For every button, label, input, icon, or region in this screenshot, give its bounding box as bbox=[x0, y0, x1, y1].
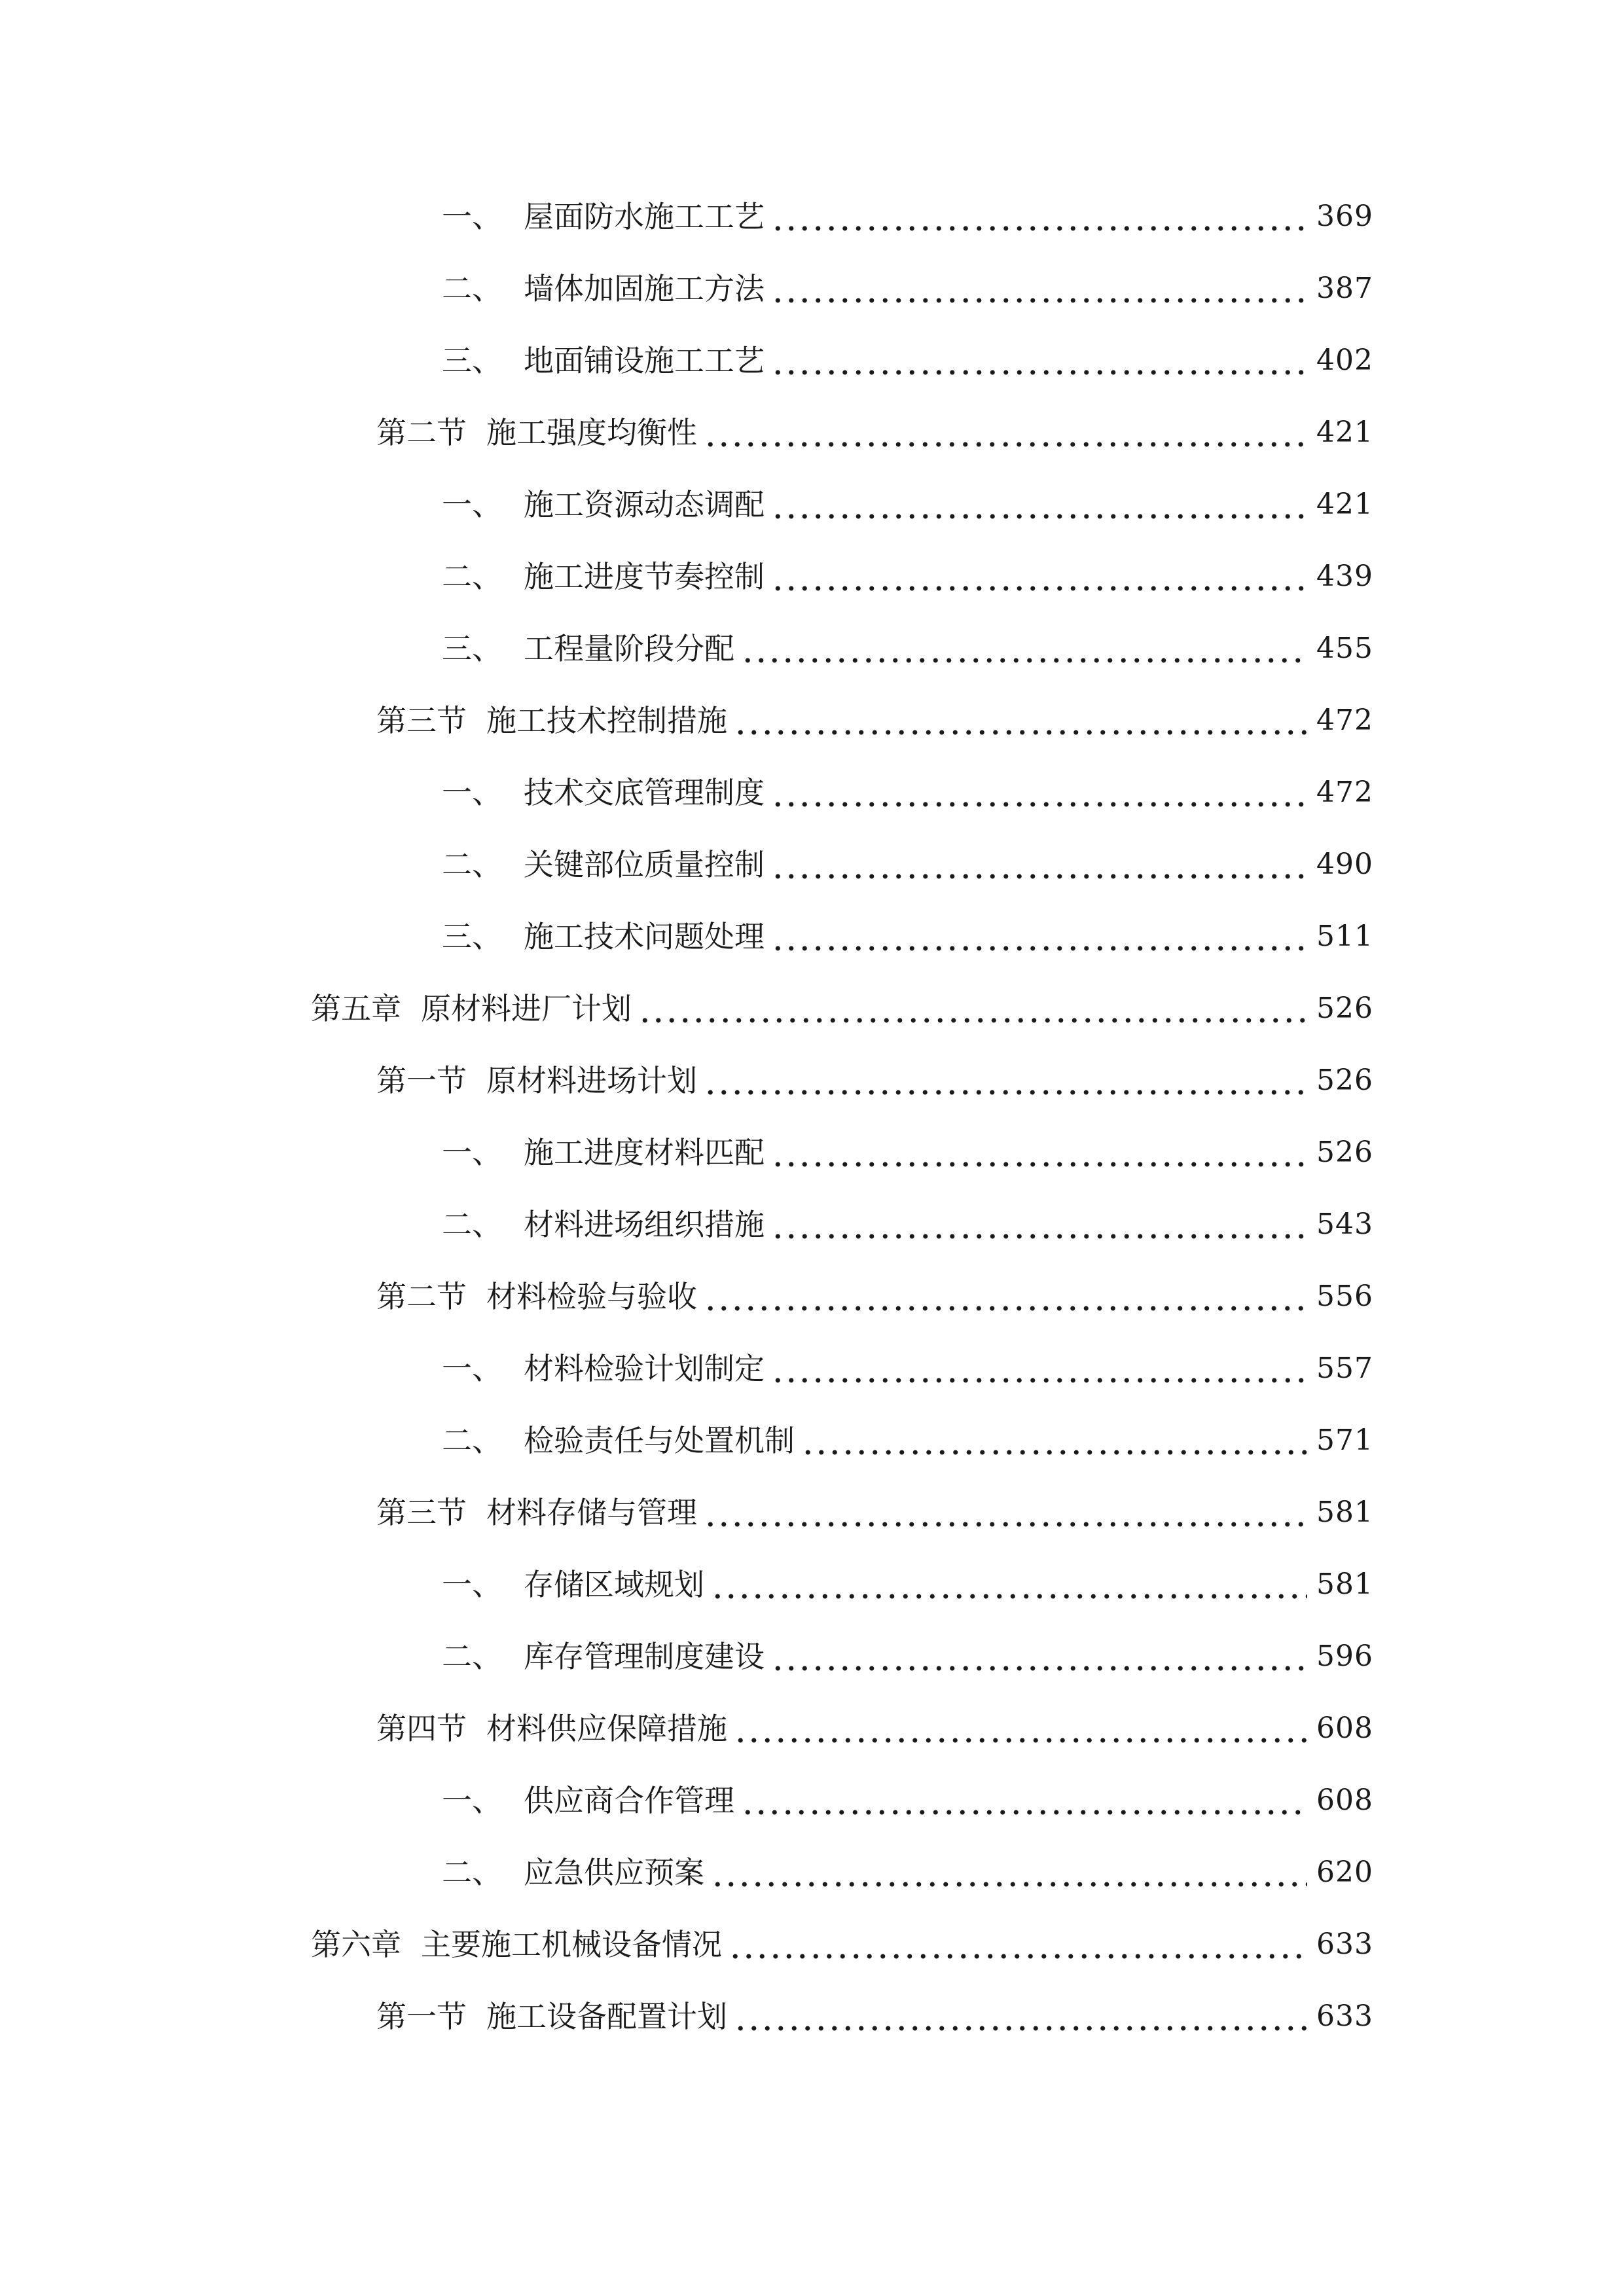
toc-entry[interactable] bbox=[442, 1778, 1373, 1823]
dot-leader bbox=[771, 266, 1307, 312]
entry-page-number: 556 bbox=[1316, 1280, 1373, 1313]
entry-number: 第二节 bbox=[376, 415, 467, 450]
dot-leader bbox=[771, 554, 1307, 600]
dot-leader bbox=[741, 1778, 1307, 1823]
entry-title: 墙体加固施工方法 bbox=[524, 271, 765, 306]
toc-entry[interactable] bbox=[376, 1058, 1373, 1103]
toc-entry[interactable] bbox=[442, 1562, 1373, 1607]
entry-number: 二、 bbox=[442, 559, 502, 594]
entry-page-number: 608 bbox=[1316, 1784, 1373, 1817]
dot-leader bbox=[771, 482, 1307, 528]
toc-entry[interactable] bbox=[442, 482, 1373, 528]
toc-entry[interactable] bbox=[442, 626, 1373, 672]
toc-entry[interactable] bbox=[442, 1202, 1373, 1247]
entry-number: 二、 bbox=[442, 1639, 502, 1674]
dot-leader bbox=[771, 1202, 1307, 1247]
entry-page-number: 439 bbox=[1316, 560, 1373, 593]
dot-leader bbox=[734, 1994, 1307, 2039]
toc-entry[interactable] bbox=[376, 698, 1373, 744]
toc-entry[interactable] bbox=[442, 338, 1373, 384]
dot-leader bbox=[771, 194, 1307, 240]
entry-number: 二、 bbox=[442, 1423, 502, 1458]
entry-number: 第四节 bbox=[376, 1711, 467, 1746]
entry-number: 三、 bbox=[442, 919, 502, 954]
toc-entry[interactable] bbox=[311, 1922, 1373, 1967]
entry-title: 供应商合作管理 bbox=[524, 1783, 734, 1818]
entry-number: 一、 bbox=[442, 199, 502, 234]
entry-title: 原材料进厂计划 bbox=[421, 991, 632, 1026]
toc-entry[interactable] bbox=[311, 986, 1373, 1031]
entry-page-number: 596 bbox=[1316, 1640, 1373, 1673]
entry-title: 主要施工机械设备情况 bbox=[421, 1927, 722, 1962]
entry-title: 材料存储与管理 bbox=[486, 1495, 697, 1530]
toc-entry[interactable] bbox=[376, 1994, 1373, 2039]
entry-page-number: 511 bbox=[1316, 920, 1373, 953]
entry-number: 一、 bbox=[442, 487, 502, 522]
entry-number: 二、 bbox=[442, 1207, 502, 1242]
entry-number: 二、 bbox=[442, 847, 502, 882]
entry-number: 第二节 bbox=[376, 1279, 467, 1314]
entry-number: 第六章 bbox=[311, 1927, 401, 1962]
entry-title: 材料检验计划制定 bbox=[524, 1351, 765, 1386]
entry-title: 技术交底管理制度 bbox=[524, 775, 765, 810]
entry-number: 一、 bbox=[442, 1567, 502, 1602]
entry-number: 第五章 bbox=[311, 991, 401, 1026]
entry-page-number: 472 bbox=[1316, 704, 1373, 737]
dot-leader bbox=[704, 1490, 1307, 1535]
entry-title: 存储区域规划 bbox=[524, 1567, 704, 1602]
entry-number: 一、 bbox=[442, 1135, 502, 1170]
toc-entry[interactable] bbox=[442, 914, 1373, 960]
entry-title: 屋面防水施工工艺 bbox=[524, 199, 765, 234]
entry-page-number: 421 bbox=[1316, 488, 1373, 521]
entry-page-number: 526 bbox=[1316, 1136, 1373, 1169]
entry-title: 检验责任与处置机制 bbox=[524, 1423, 795, 1458]
entry-number: 二、 bbox=[442, 271, 502, 306]
dot-leader bbox=[771, 914, 1307, 960]
toc-entry[interactable] bbox=[442, 842, 1373, 888]
toc-entry[interactable] bbox=[442, 266, 1373, 312]
entry-page-number: 571 bbox=[1316, 1424, 1373, 1457]
dot-leader bbox=[771, 1634, 1307, 1679]
dot-leader bbox=[801, 1418, 1307, 1463]
dot-leader bbox=[704, 1274, 1307, 1319]
entry-page-number: 526 bbox=[1316, 1064, 1373, 1097]
toc-entry[interactable] bbox=[442, 1130, 1373, 1175]
entry-title: 材料检验与验收 bbox=[486, 1279, 697, 1314]
entry-title: 施工设备配置计划 bbox=[486, 1999, 727, 2034]
entry-page-number: 557 bbox=[1316, 1352, 1373, 1385]
entry-page-number: 620 bbox=[1316, 1856, 1373, 1889]
toc-entry[interactable] bbox=[376, 1274, 1373, 1319]
entry-title: 材料供应保障措施 bbox=[486, 1711, 727, 1746]
dot-leader bbox=[771, 1130, 1307, 1175]
dot-leader bbox=[711, 1850, 1307, 1895]
entry-title: 施工进度节奏控制 bbox=[524, 559, 765, 594]
entry-number: 第三节 bbox=[376, 703, 467, 738]
dot-leader bbox=[771, 338, 1307, 384]
dot-leader bbox=[704, 1058, 1307, 1103]
toc-entry[interactable] bbox=[442, 1418, 1373, 1463]
entry-title: 施工强度均衡性 bbox=[486, 415, 697, 450]
toc-entry[interactable] bbox=[442, 194, 1373, 240]
toc-entry[interactable] bbox=[376, 1706, 1373, 1751]
entry-page-number: 543 bbox=[1316, 1208, 1373, 1241]
toc-entry[interactable] bbox=[442, 1634, 1373, 1679]
entry-page-number: 490 bbox=[1316, 848, 1373, 881]
entry-title: 工程量阶段分配 bbox=[524, 631, 734, 666]
entry-number: 第一节 bbox=[376, 1063, 467, 1098]
dot-leader bbox=[711, 1562, 1307, 1607]
entry-title: 施工技术控制措施 bbox=[486, 703, 727, 738]
entry-number: 第一节 bbox=[376, 1999, 467, 2034]
dot-leader bbox=[771, 1346, 1307, 1391]
entry-number: 一、 bbox=[442, 1783, 502, 1818]
entry-title: 地面铺设施工工艺 bbox=[524, 343, 765, 378]
toc-entry[interactable] bbox=[442, 1850, 1373, 1895]
entry-title: 材料进场组织措施 bbox=[524, 1207, 765, 1242]
dot-leader bbox=[771, 770, 1307, 816]
dot-leader bbox=[734, 698, 1307, 744]
entry-number: 一、 bbox=[442, 775, 502, 810]
entry-page-number: 369 bbox=[1316, 200, 1373, 233]
entry-page-number: 526 bbox=[1316, 992, 1373, 1025]
entry-title: 施工技术问题处理 bbox=[524, 919, 765, 954]
entry-title: 应急供应预案 bbox=[524, 1855, 704, 1890]
entry-page-number: 472 bbox=[1316, 776, 1373, 809]
entry-title: 原材料进场计划 bbox=[486, 1063, 697, 1098]
entry-number: 二、 bbox=[442, 1855, 502, 1890]
entry-title: 施工资源动态调配 bbox=[524, 487, 765, 522]
entry-page-number: 402 bbox=[1316, 344, 1373, 377]
dot-leader bbox=[704, 410, 1307, 456]
entry-page-number: 608 bbox=[1316, 1712, 1373, 1745]
entry-page-number: 633 bbox=[1316, 1928, 1373, 1961]
entry-title: 关键部位质量控制 bbox=[524, 847, 765, 882]
dot-leader bbox=[741, 626, 1307, 672]
toc-entry[interactable] bbox=[442, 1346, 1373, 1391]
dot-leader bbox=[638, 986, 1307, 1031]
dot-leader bbox=[771, 842, 1307, 888]
entry-page-number: 421 bbox=[1316, 416, 1373, 449]
entry-page-number: 387 bbox=[1316, 272, 1373, 305]
entry-page-number: 633 bbox=[1316, 2000, 1373, 2033]
entry-page-number: 455 bbox=[1316, 632, 1373, 665]
toc-entry[interactable] bbox=[376, 1490, 1373, 1535]
entry-number: 三、 bbox=[442, 631, 502, 666]
toc-entry[interactable] bbox=[442, 554, 1373, 600]
entry-number: 三、 bbox=[442, 343, 502, 378]
entry-title: 库存管理制度建设 bbox=[524, 1639, 765, 1674]
entry-page-number: 581 bbox=[1316, 1496, 1373, 1529]
entry-number: 一、 bbox=[442, 1351, 502, 1386]
dot-leader bbox=[729, 1922, 1307, 1967]
toc-entry[interactable] bbox=[442, 770, 1373, 816]
entry-number: 第三节 bbox=[376, 1495, 467, 1530]
dot-leader bbox=[734, 1706, 1307, 1751]
entry-title: 施工进度材料匹配 bbox=[524, 1135, 765, 1170]
entry-page-number: 581 bbox=[1316, 1568, 1373, 1601]
toc-entry[interactable] bbox=[376, 410, 1373, 456]
